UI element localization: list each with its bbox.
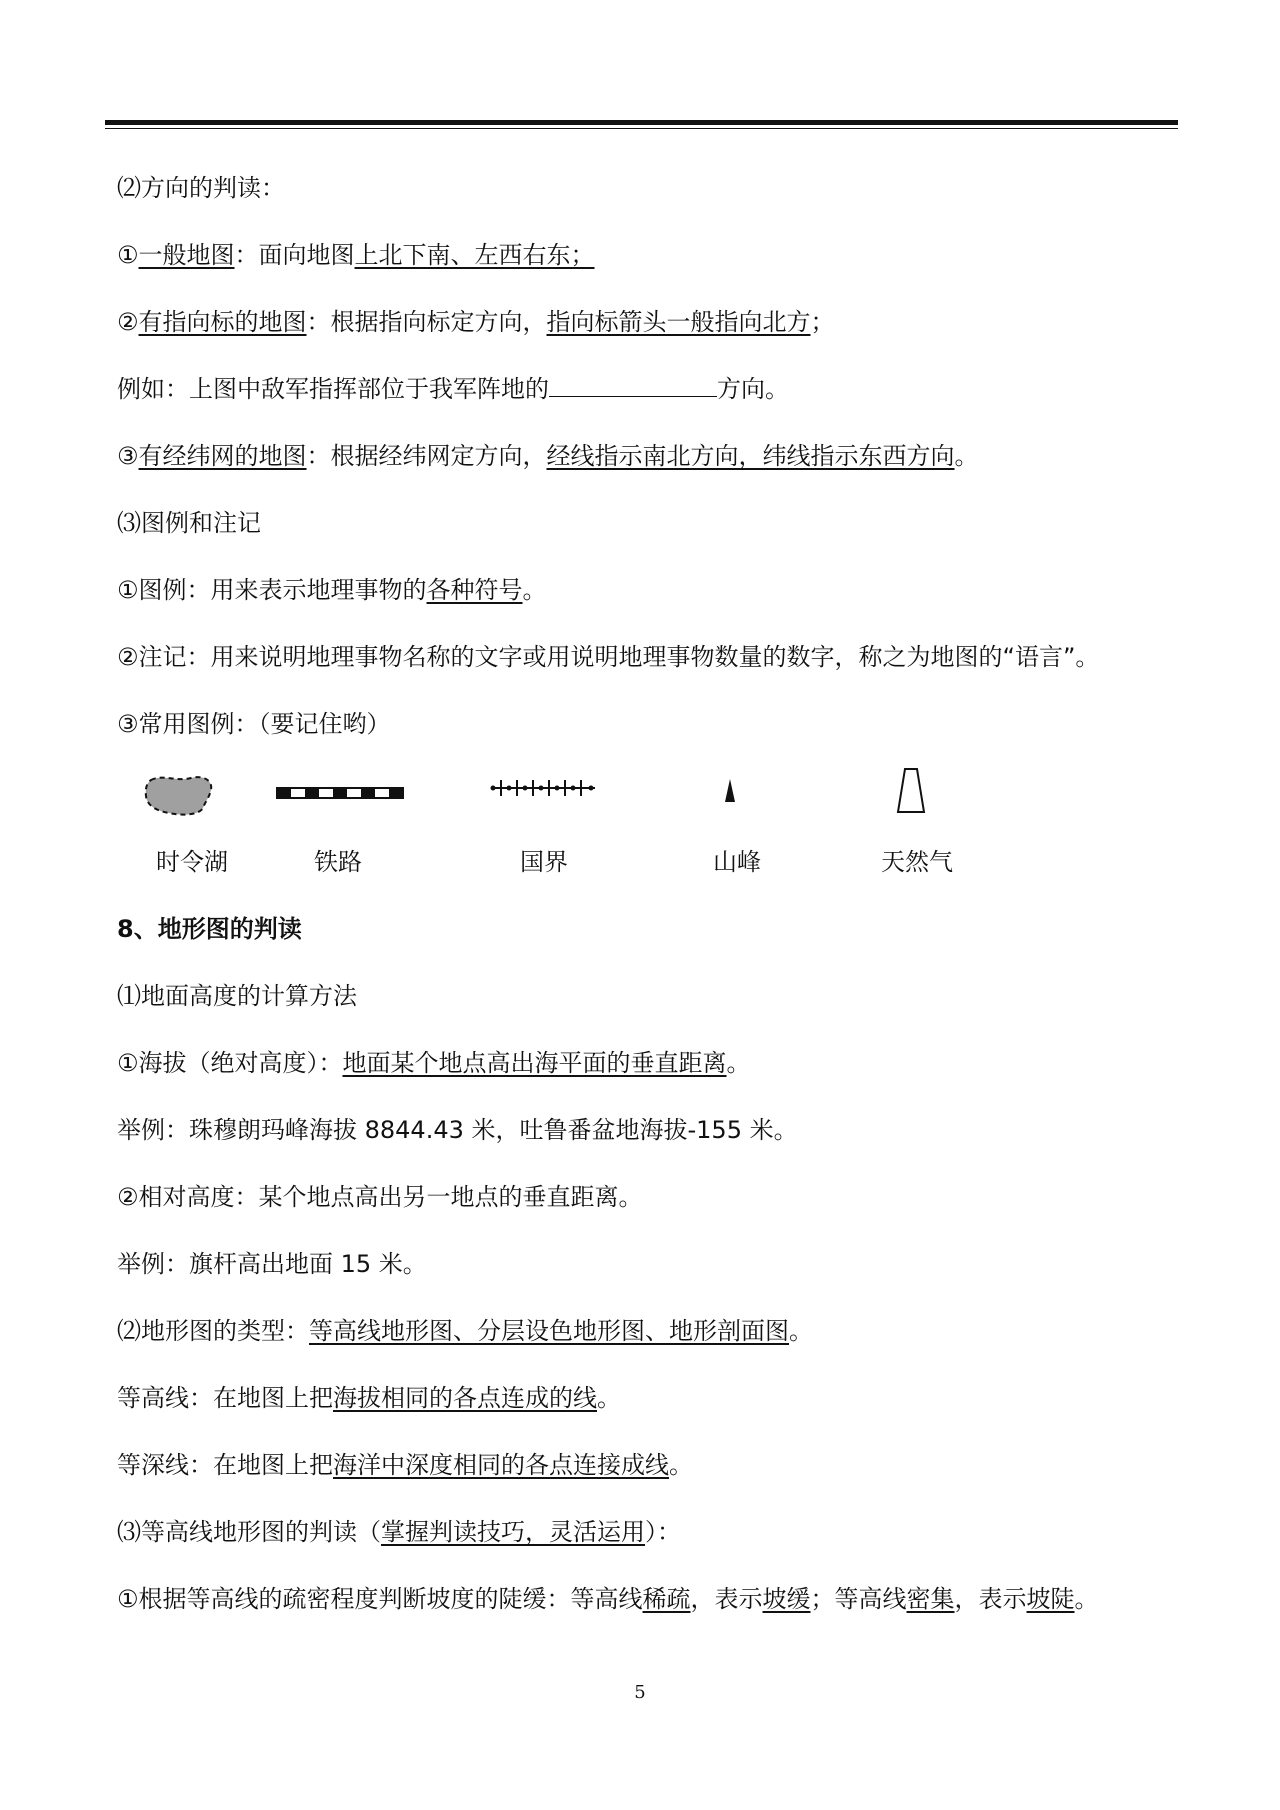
underlined-term: 密集: [906, 1585, 955, 1613]
text: ：面向地图: [234, 241, 355, 269]
paragraph-annotation-definition: ②注记：用来说明地理事物名称的文字或用说明地理事物数量的数字，称之为地图的“语言”。: [117, 643, 1100, 671]
paragraph-map-types: [117, 1314, 813, 1348]
paragraph-common-legend: ③常用图例：（要记住哟）: [117, 710, 391, 738]
text: 。: [597, 1384, 621, 1412]
text: ，表示: [954, 1585, 1027, 1613]
railway-icon: [276, 787, 404, 801]
paragraph-graticule-map: [117, 439, 979, 473]
underlined-term: 坡缓: [762, 1585, 811, 1613]
text: ；等高线: [810, 1585, 907, 1613]
item-marker: ①: [117, 241, 139, 269]
legend-label-mountain-peak: 山峰: [713, 848, 761, 876]
text: 等深线：在地图上把: [117, 1451, 333, 1479]
text: ：根据指向标定方向，: [306, 308, 547, 336]
paragraph-compass-map: [117, 305, 835, 339]
underlined-term: 经线指示南北方向，纬线指示东西方向: [546, 442, 955, 470]
text: 。: [954, 442, 979, 470]
text: ①根据等高线的疏密程度判断坡度的陡缓：等高线: [117, 1585, 643, 1613]
legend-label-border: 国界: [520, 848, 568, 876]
text: ⑵地形图的类型：: [117, 1317, 309, 1345]
underlined-term: 坡陡: [1026, 1585, 1075, 1613]
underlined-term: 指向标箭头一般指向北方: [546, 308, 811, 336]
item-marker: ③: [117, 442, 139, 470]
seasonal-lake-icon: [143, 772, 217, 818]
paragraph-relative-height: ②相对高度：某个地点高出另一地点的垂直距离。: [117, 1183, 643, 1211]
underlined-term: 有指向标的地图: [138, 308, 307, 336]
subheading-contour-reading: [117, 1515, 681, 1549]
text: 例如：上图中敌军指挥部位于我军阵地的: [117, 375, 549, 403]
text: ①图例：用来表示地理事物的: [117, 576, 427, 604]
text: ）：: [645, 1518, 681, 1546]
text: ；: [810, 308, 835, 336]
subheading-height-calculation: ⑴地面高度的计算方法: [117, 982, 357, 1010]
paragraph-general-map: [117, 238, 595, 272]
subheading-legend-annotation: ⑶图例和注记: [117, 509, 261, 537]
underlined-term: 海拔相同的各点连成的线: [333, 1384, 597, 1412]
paragraph-legend-definition: [117, 573, 547, 607]
paragraph-example-blank: [117, 372, 789, 406]
text: 。: [789, 1317, 813, 1345]
fill-in-blank[interactable]: [549, 374, 717, 397]
item-marker: ②: [117, 308, 139, 336]
underlined-term: 稀疏: [642, 1585, 691, 1613]
underlined-term: 掌握判读技巧，灵活运用: [381, 1518, 645, 1546]
text: ⑶等高线地形图的判读（: [117, 1518, 381, 1546]
legend-label-natural-gas: 天然气: [881, 848, 953, 876]
text: 。: [669, 1451, 693, 1479]
header-rule-thin: [105, 128, 1178, 129]
paragraph-isobath: [117, 1448, 693, 1482]
underlined-term: 地面某个地点高出海平面的垂直距离: [342, 1049, 727, 1077]
paragraph-absolute-elevation: [117, 1046, 751, 1080]
page-number: 5: [634, 1682, 646, 1703]
text: 。: [1074, 1585, 1099, 1613]
subheading-direction: ⑵方向的判读：: [117, 174, 285, 202]
paragraph-relative-example: 举例：旗杆高出地面 15 米。: [117, 1250, 427, 1278]
legend-label-railway: 铁路: [314, 848, 362, 876]
national-border-icon: [489, 778, 597, 798]
legend-label-seasonal-lake: 时令湖: [156, 848, 228, 876]
underlined-term: 海洋中深度相同的各点连接成线: [333, 1451, 669, 1479]
text: 方向。: [717, 375, 789, 403]
underlined-term: 各种符号: [426, 576, 523, 604]
header-rule-thick: [105, 120, 1178, 125]
underlined-term: 一般地图: [138, 241, 235, 269]
text: 。: [522, 576, 547, 604]
text: ：根据经纬网定方向，: [306, 442, 547, 470]
underlined-term: 等高线地形图、分层设色地形图、地形剖面图: [309, 1317, 789, 1345]
text: 等高线：在地图上把: [117, 1384, 333, 1412]
underlined-term: 有经纬网的地图: [138, 442, 307, 470]
text: ，表示: [690, 1585, 763, 1613]
paragraph-contour-line: [117, 1381, 621, 1415]
mountain-peak-icon: [723, 778, 737, 804]
section-heading-topographic-map: 8、地形图的判读: [117, 915, 302, 943]
paragraph-slope-reading: [117, 1582, 1099, 1616]
text: 。: [726, 1049, 751, 1077]
text: ①海拔（绝对高度）：: [117, 1049, 343, 1077]
natural-gas-icon: [896, 767, 926, 815]
underlined-term: 上北下南、左西右东；: [354, 241, 595, 269]
paragraph-elevation-example: 举例：珠穆朗玛峰海拔 8844.43 米，吐鲁番盆地海拔-155 米。: [117, 1116, 798, 1144]
